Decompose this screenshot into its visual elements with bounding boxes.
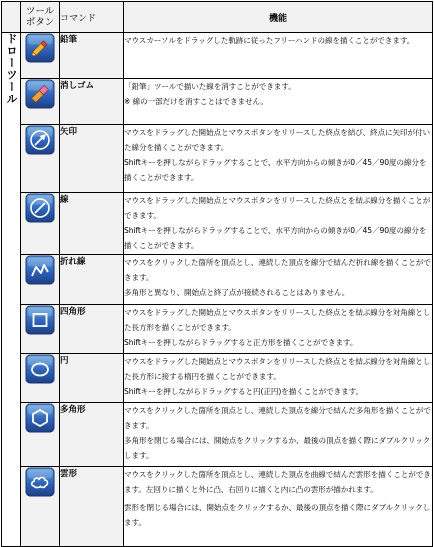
tool-icon-cell xyxy=(21,354,60,403)
tool-icon-cell xyxy=(21,255,60,305)
description-line: マウスをクリックした箇所を頂点とし、連続した頂点を線分で結んだ折れ線を描くことができます。 xyxy=(124,258,431,282)
description-cell xyxy=(124,354,433,403)
description-line: マウスをクリックした箇所を頂点とし、連続した頂点を曲線で結んだ雲形を描くことができます。左回りに描くと外に凸、右回りに描くと内に凸の雲形が描かれます。 xyxy=(124,470,431,494)
description-cell xyxy=(124,193,433,255)
description-line: マウスをドラッグした開始点とマウスボタンをリリースした終点とを結ぶ線分を対角線とした長方形に接する楕円を描くことができます。 xyxy=(124,357,431,381)
description-line: 雲形を閉じる場合には、開始点をクリックするか、最後の頂点を描く際にダブルクリックします。 xyxy=(124,503,431,527)
table-row xyxy=(2,33,433,79)
table-row xyxy=(2,255,433,305)
command-cell: 矢印 xyxy=(60,125,124,193)
table-row xyxy=(2,125,433,193)
tool-icon-cell xyxy=(21,79,60,125)
command-cell: 多角形 xyxy=(60,403,124,467)
tool-icon-cell xyxy=(21,467,60,547)
tool-icon-cell xyxy=(21,403,60,467)
description-cell xyxy=(124,305,433,354)
description-line: マウスカーソルをドラッグした軌跡に従ったフリーハンドの線を描くことができます。 xyxy=(124,36,415,45)
eraser-icon xyxy=(25,79,55,109)
description-line: 「鉛筆」ツールで描いた線を消すことができます。 xyxy=(124,82,296,91)
polyline-icon xyxy=(25,255,55,285)
polygon-icon xyxy=(25,403,55,433)
section-label-cell xyxy=(2,33,21,547)
table-row xyxy=(2,467,433,547)
section-label: ドローツール xyxy=(5,33,18,105)
description-cell xyxy=(124,33,433,79)
header-row xyxy=(2,2,433,33)
table-row xyxy=(2,79,433,125)
rectangle-icon xyxy=(25,305,55,335)
description-line: Shiftキーを押しながらドラッグすることで、水平方向からの傾きが0／45／90度の線分を描くことができます。 xyxy=(124,226,427,250)
table-row xyxy=(2,354,433,403)
command-cell: 四角形 xyxy=(60,305,124,354)
tool-icon-cell xyxy=(21,33,60,79)
command-cell: 円 xyxy=(60,354,124,403)
description-line: 多角形を閉じる場合には、開始点をクリックするか、最後の頂点を描く際にダブルクリックします。 xyxy=(124,436,431,460)
tool-icon-cell xyxy=(21,305,60,354)
ellipse-icon xyxy=(25,354,55,384)
header-tool-button: ツール ボタン xyxy=(21,2,60,33)
cloud-icon xyxy=(25,467,55,497)
tool-icon-cell xyxy=(21,193,60,255)
description-line: Shiftキーを押しながらドラッグすると円(正円)を描くことができます。 xyxy=(124,387,364,396)
description-cell xyxy=(124,467,433,547)
description-cell xyxy=(124,125,433,193)
command-cell: 消しゴム xyxy=(60,79,124,125)
line-icon xyxy=(25,193,55,223)
tool-table xyxy=(1,1,433,547)
arrow-icon xyxy=(25,125,55,155)
description-line: マウスをドラッグした開始点とマウスボタンをリリースした終点を結び、終点に矢印が付いた線分を描くことができます。 xyxy=(124,128,430,152)
header-command: コマンド xyxy=(60,2,124,33)
description-line: Shiftキーを押しながらドラッグすると正方形を描くことができます。 xyxy=(124,338,358,347)
description-line: マウスをドラッグした開始点とマウスボタンをリリースした終点とを結ぶ線分を対角線とした長方形を描くことができます。 xyxy=(124,308,431,332)
table-row xyxy=(2,193,433,255)
description-line: マウスをクリックした箇所を頂点とし、連続した頂点を線分で結んだ多角形を描くことができます。 xyxy=(124,406,431,430)
pencil-icon xyxy=(25,33,55,63)
description-line: ※ 線の一部だけを消すことはできません。 xyxy=(124,97,268,106)
description-cell xyxy=(124,255,433,305)
description-cell xyxy=(124,79,433,125)
table-row xyxy=(2,305,433,354)
tool-icon-cell xyxy=(21,125,60,193)
command-cell: 折れ線 xyxy=(60,255,124,305)
description-line: マウスをドラッグした開始点とマウスボタンをリリースした終点とを結ぶ線分を描くことができます。 xyxy=(124,196,431,220)
description-cell xyxy=(124,403,433,467)
description-line: 多角形と異なり、開始点と終了点が接続されることはありません。 xyxy=(124,288,350,297)
description-line: Shiftキーを押しながらドラッグすることで、水平方向からの傾きが0／45／90度の線分を描くことができます。 xyxy=(124,158,427,182)
command-cell: 線 xyxy=(60,193,124,255)
header-blank-cell xyxy=(2,2,21,33)
header-function: 機能 xyxy=(124,2,433,33)
command-cell: 雲形 xyxy=(60,467,124,547)
command-cell: 鉛筆 xyxy=(60,33,124,79)
table-row xyxy=(2,403,433,467)
